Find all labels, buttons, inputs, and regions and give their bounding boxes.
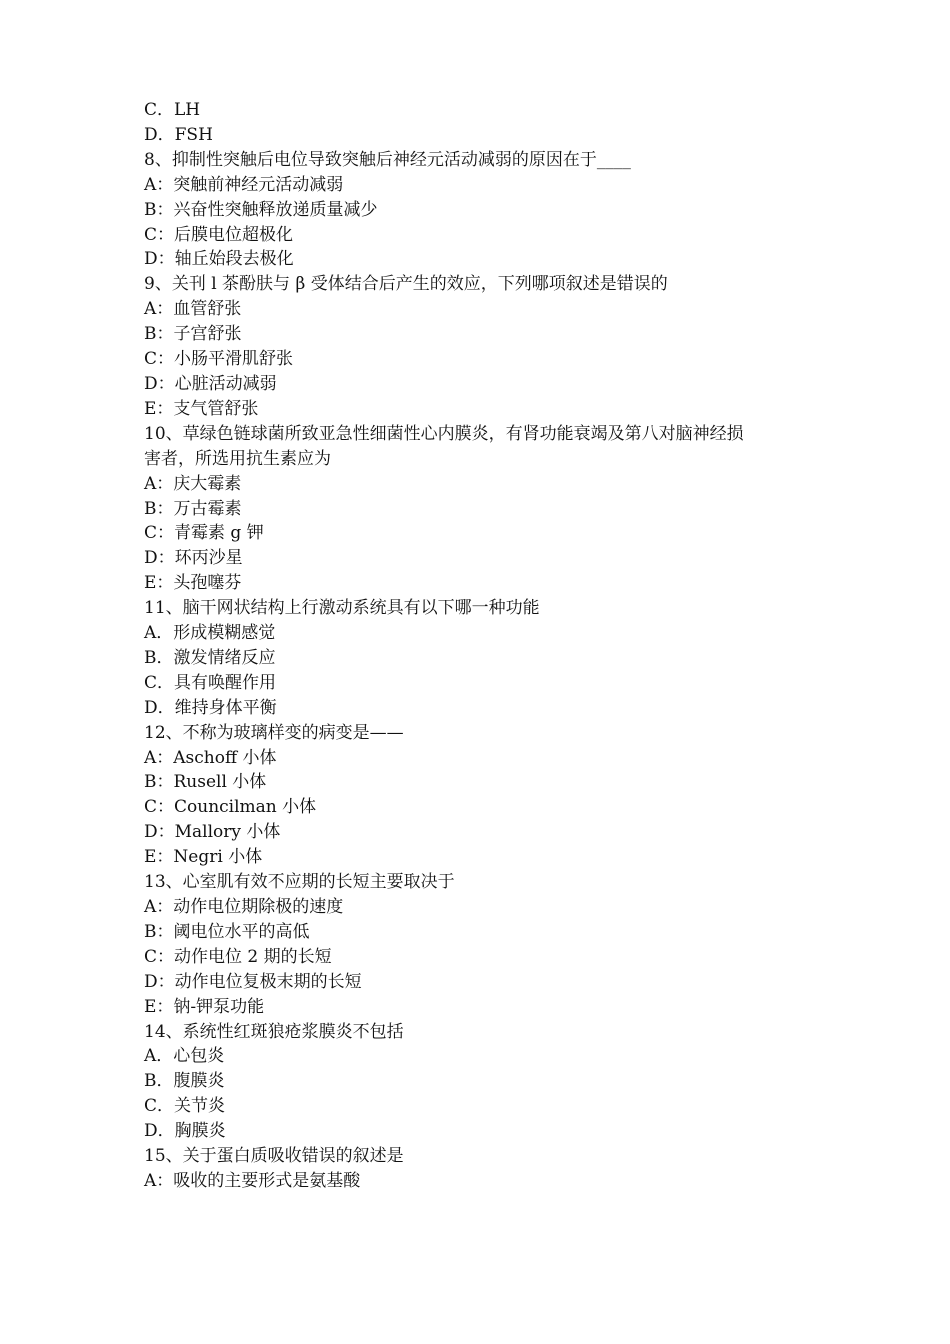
text-line: C：后膜电位超极化 xyxy=(144,224,294,245)
question-text-block xyxy=(144,98,814,1194)
text-line: B：阈电位水平的高低 xyxy=(144,921,310,942)
text-line: A．心包炎 xyxy=(144,1046,225,1067)
text-line: C：动作电位 2 期的长短 xyxy=(144,946,332,967)
text-line: D：Mallory 小体 xyxy=(144,822,281,843)
text-line: E：头孢噻芬 xyxy=(144,573,242,594)
text-line: D：轴丘始段去极化 xyxy=(144,249,294,270)
text-line: 12、不称为玻璃样变的病变是—— xyxy=(144,722,404,743)
text-line: D．FSH xyxy=(144,124,213,145)
text-line: 10、草绿色链球菌所致亚急性细菌性心内膜炎，有肾功能衰竭及第八对脑神经损 xyxy=(144,423,744,444)
text-line: B：兴奋性突触释放递质量减少 xyxy=(144,199,378,220)
text-line: E：Negri 小体 xyxy=(144,847,263,868)
text-line: 8、抑制性突触后电位导致突触后神经元活动减弱的原因在于____ xyxy=(144,149,631,170)
text-line: D：心脏活动减弱 xyxy=(144,373,277,394)
text-line: B：万古霉素 xyxy=(144,498,242,519)
text-line: A：血管舒张 xyxy=(144,299,242,320)
text-line: D．维持身体平衡 xyxy=(144,697,277,718)
text-line: A：突触前神经元活动减弱 xyxy=(144,174,344,195)
text-line: 15、关于蛋白质吸收错误的叙述是 xyxy=(144,1146,404,1167)
text-line: D：动作电位复极末期的长短 xyxy=(144,971,362,992)
text-line: A．形成模糊感觉 xyxy=(144,623,276,644)
text-line: A：庆大霉素 xyxy=(144,473,242,494)
text-line: D．胸膜炎 xyxy=(144,1121,226,1142)
text-line: C：Councilman 小体 xyxy=(144,797,317,818)
text-line: 害者，所选用抗生素应为 xyxy=(144,448,331,469)
text-line: C．关节炎 xyxy=(144,1096,226,1117)
text-line: C：小肠平滑肌舒张 xyxy=(144,349,294,370)
text-line: C：青霉素 g 钾 xyxy=(144,523,264,544)
text-line: B．腹膜炎 xyxy=(144,1071,225,1092)
text-line: B．激发情绪反应 xyxy=(144,647,276,668)
text-line: D：环丙沙星 xyxy=(144,548,243,569)
text-line: A：吸收的主要形式是氨基酸 xyxy=(144,1170,361,1191)
text-line: 13、心室肌有效不应期的长短主要取决于 xyxy=(144,872,455,893)
text-line: A：Aschoff 小体 xyxy=(144,747,277,768)
text-line: 14、系统性红斑狼疮浆膜炎不包括 xyxy=(144,1021,404,1042)
text-line: C．LH xyxy=(144,100,201,120)
text-line: B：子宫舒张 xyxy=(144,324,242,345)
text-line: B：Rusell 小体 xyxy=(144,772,267,793)
text-line: E：支气管舒张 xyxy=(144,398,259,419)
text-line: 9、关刊 l 茶酚肤与 β 受体结合后产生的效应，下列哪项叙述是错误的 xyxy=(144,274,668,295)
text-line: A：动作电位期除极的速度 xyxy=(144,897,344,917)
text-line: E：钠-钾泵功能 xyxy=(144,996,265,1017)
text-line: C．具有唤醒作用 xyxy=(144,672,277,693)
text-line: 11、脑干网状结构上行激动系统具有以下哪一种功能 xyxy=(144,598,540,619)
